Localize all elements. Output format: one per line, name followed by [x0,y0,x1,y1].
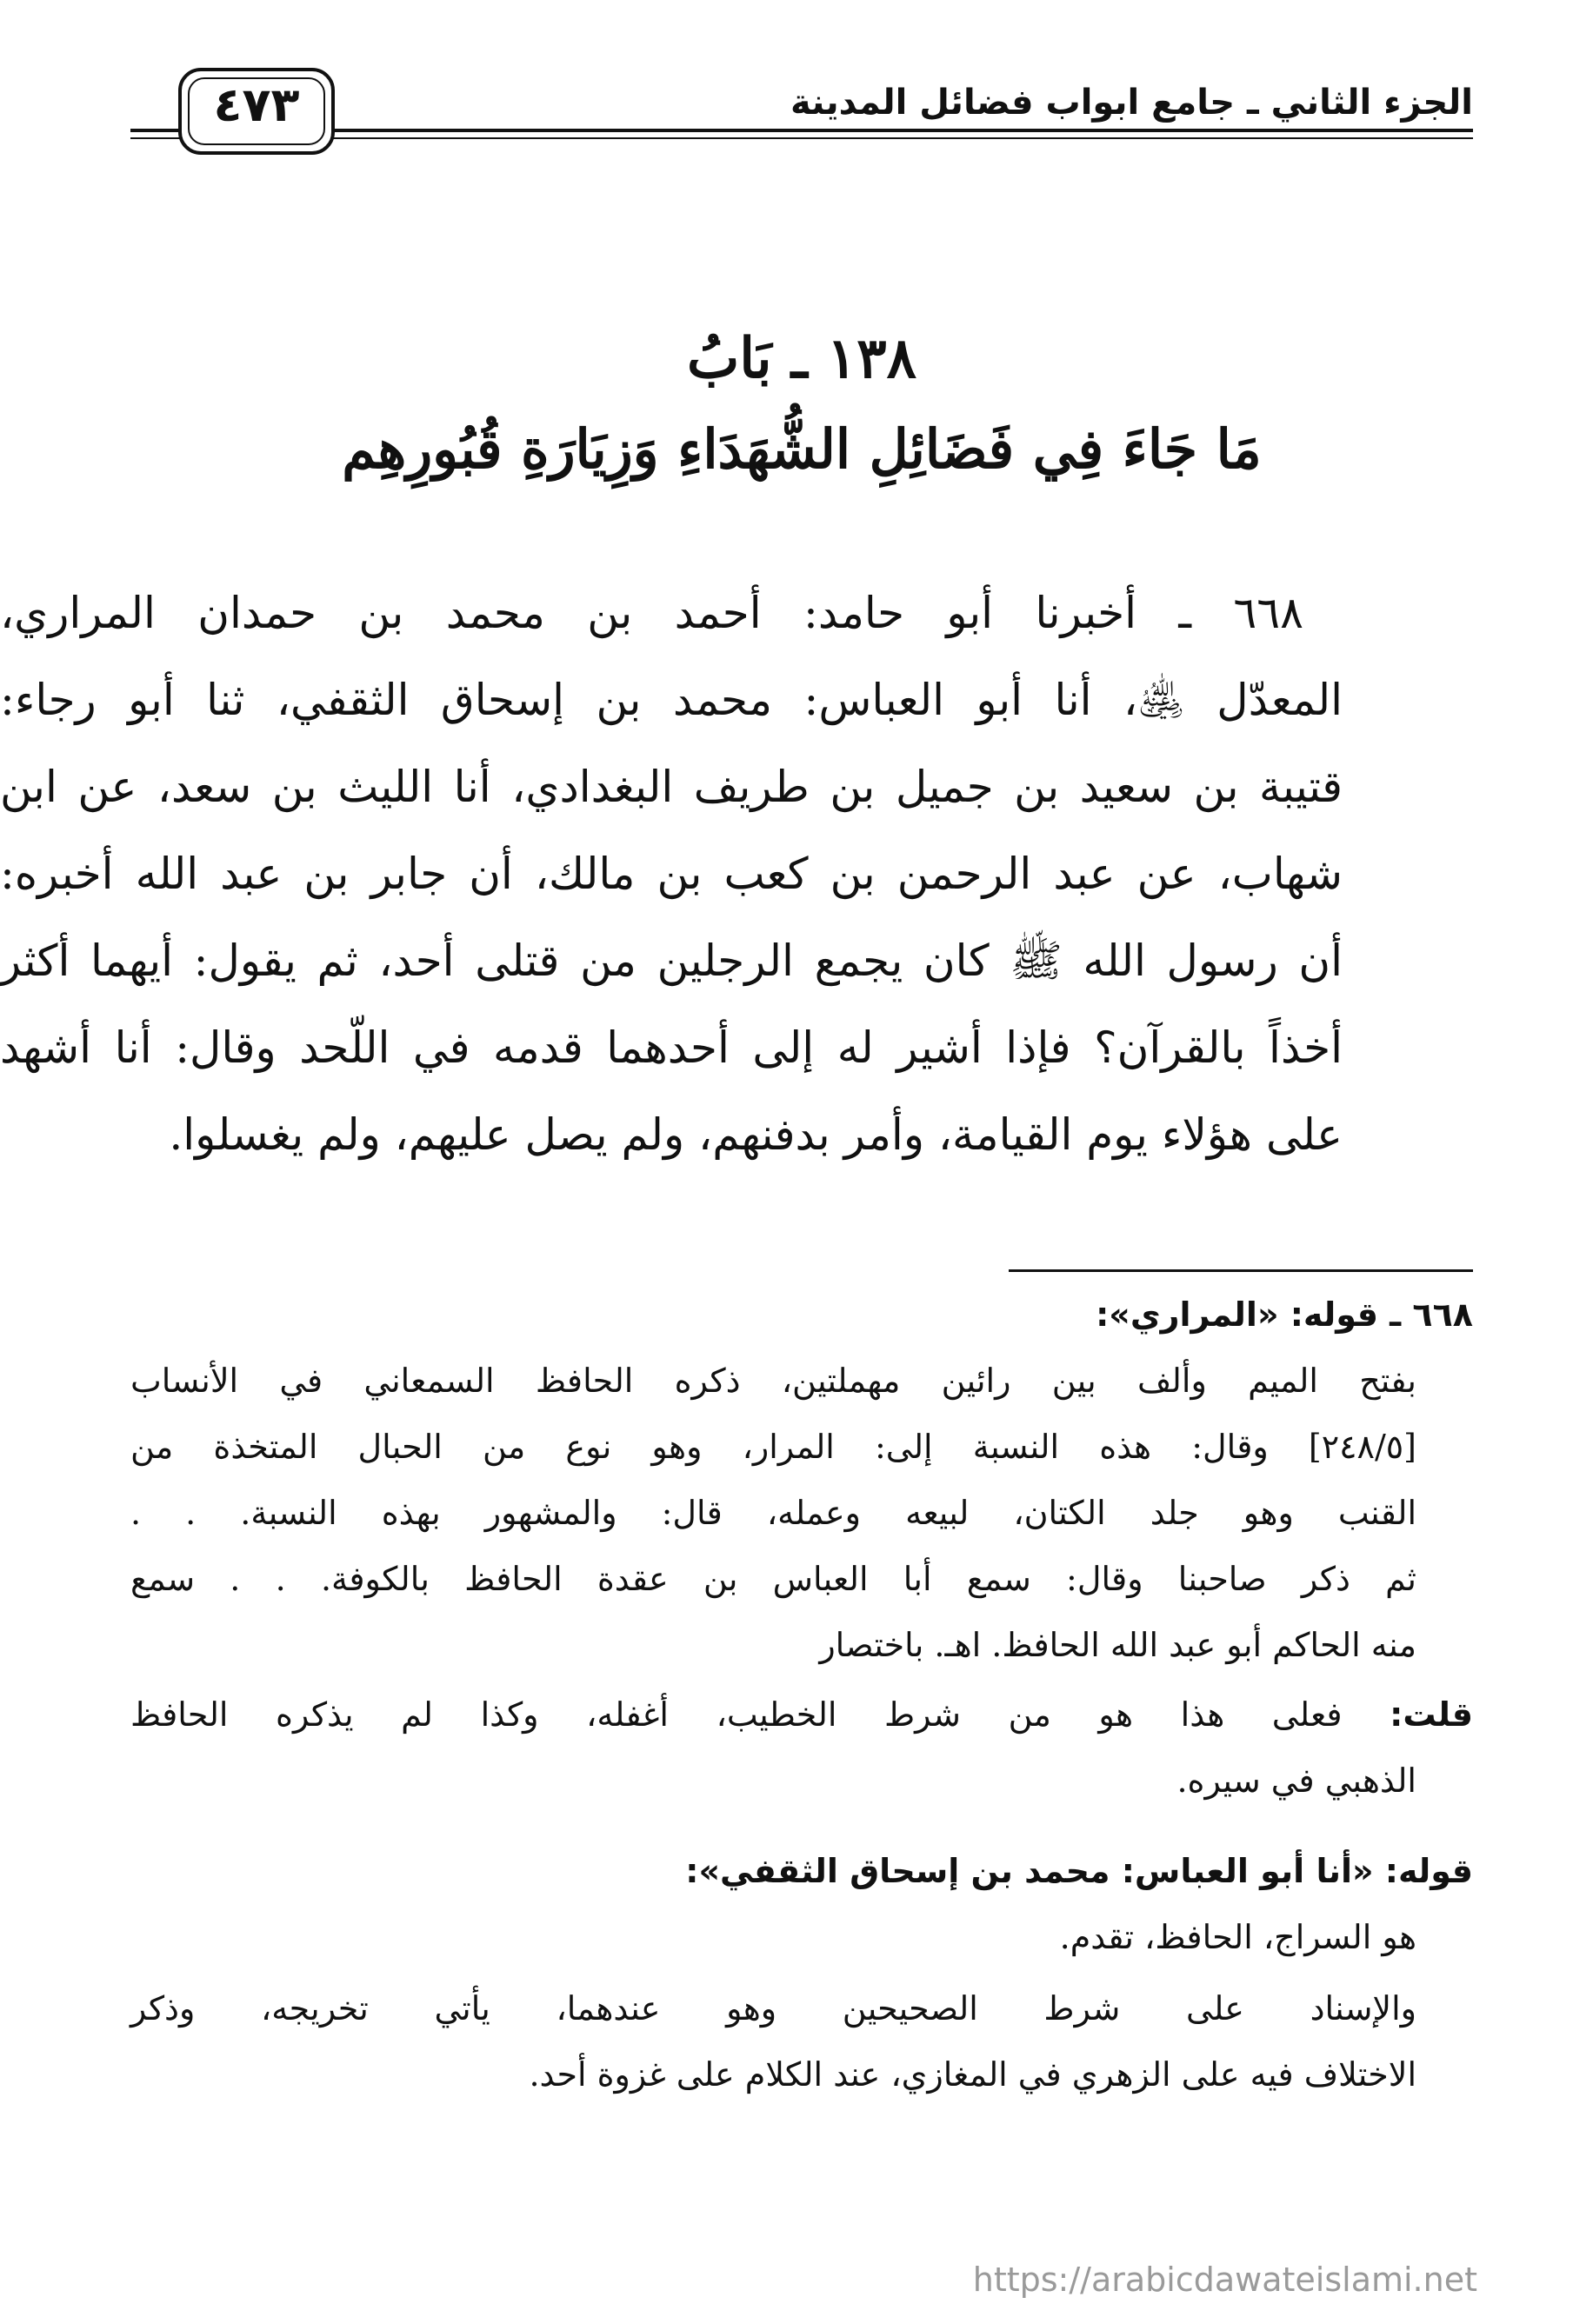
main-text-line: شهاب، عن عبد الرحمن بن كعب بن مالك، أن جابر بن عبد الله أخبره: [0,849,1343,899]
footnote-line: الاختلاف فيه على الزهري في المغازي، عند الكلام على غزوة أحد. [529,2055,1416,2094]
footnote-heading: ٦٦٨ ـ قوله: «المراري»: [1096,1295,1473,1334]
main-text-line: أخذاً بالقرآن؟ فإذا أشير له إلى أحدهما قدمه في اللّحد وقال: أنا أشهد [0,1022,1343,1073]
main-text-line: أن رسول الله ﷺ كان يجمع الرجلين من قتلى أحد، ثم يقول: أيهما أكثر [0,936,1343,986]
page-number: ٤٧٣ [213,77,300,132]
main-text-line: قتيبة بن سعيد بن جميل بن طريف البغدادي، أنا الليث بن سعد، عن ابن [0,762,1343,812]
qult-text: فعلى هذا هو من شرط الخطيب، أغفله، وكذا لم يذكره الحافظ [130,1695,1343,1734]
chapter-title: مَا جَاءَ فِي فَضَائِلِ الشُّهَدَاءِ وَزِيَارَةِ قُبُورِهِم [342,417,1262,481]
footnote-line: بفتح الميم وألف بين رائين مهملتين، ذكره الحافظ السمعاني في الأنساب [130,1362,1416,1400]
main-text-line: ٦٦٨ ـ أخبرنا أبو حامد: أحمد بن محمد بن حمدان المراري، [0,588,1303,638]
footnote-line: منه الحاكم أبو عبد الله الحافظ. اهـ. باختصار [819,1626,1416,1664]
watermark-url: https://arabicdawateislami.net [972,2261,1477,2299]
footnote-line: والإسناد على شرط الصحيحين وهو عندهما، يأتي تخريجه، وذكر [130,1989,1416,2028]
running-title: الجزء الثاني ـ جامع ابواب فضائل المدينة [790,83,1473,123]
chapter-number: ١٣٨ ـ بَابُ [687,326,916,391]
main-text-line: المعدّل ﵁، أنا أبو العباس: محمد بن إسحاق الثقفي، ثنا أبو رجاء: [0,675,1343,725]
footnote-qult-line [130,1695,1473,1735]
footnote-heading: قوله: «أنا أبو العباس: محمد بن إسحاق الثقفي»: [685,1852,1473,1890]
footnote-line: القنب وهو جلد الكتان، لبيعه وعمله، قال: والمشهور بهذه النسبة. . . [130,1494,1416,1532]
footnote-line: هو السراج، الحافظ، تقدم. [1059,1918,1416,1956]
footnote-line: الذهبي في سيره. [1176,1761,1416,1800]
footnote-line: [٢٤٨/٥] وقال: هذه النسبة إلى: المرار، وهو نوع من الحبال المتخذة من [130,1428,1416,1466]
footnote-line: ثم ذكر صاحبنا وقال: سمع أبا العباس بن عقدة الحافظ بالكوفة. . . سمع [130,1560,1416,1598]
qult-label: قلت: [1390,1695,1473,1734]
page-number-frame [178,68,335,155]
main-text-line: على هؤلاء يوم القيامة، وأمر بدفنهم، ولم يصل عليهم، ولم يغسلوا. [169,1109,1343,1160]
footnote-separator [1009,1269,1473,1272]
